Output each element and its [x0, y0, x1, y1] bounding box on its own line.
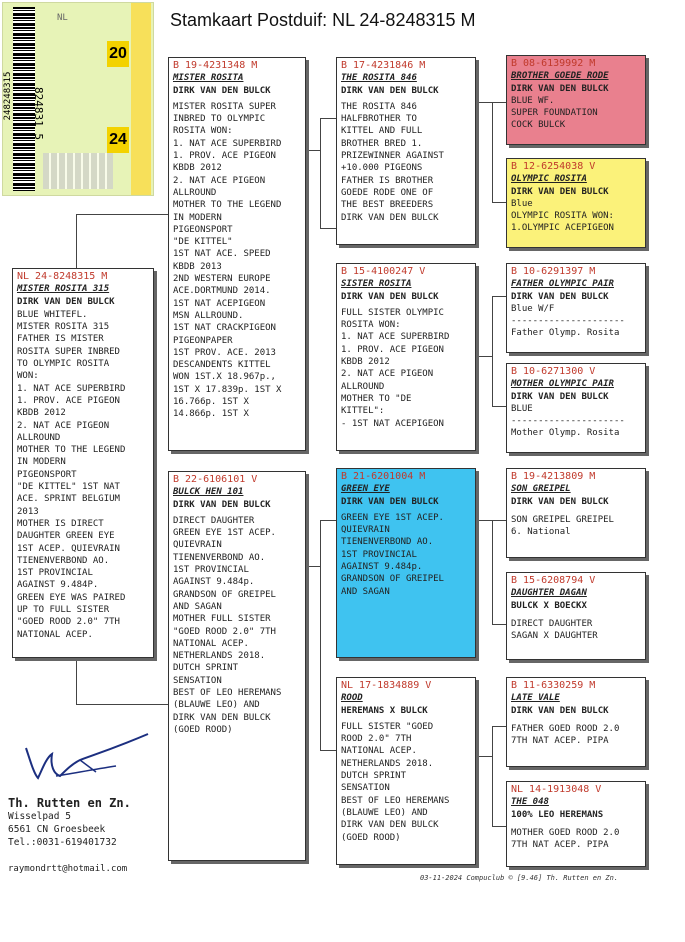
pedigree-card-mmm	[506, 781, 646, 867]
pigeon-name: THE ROSITA 846	[341, 73, 417, 84]
connector-line	[76, 214, 168, 215]
barcode-number: 248248315	[3, 71, 13, 121]
pedigree-card-mf	[336, 468, 476, 658]
ring-id: NL 14-1913048 V	[511, 784, 602, 795]
pigeon-name: BROTHER GOEDE RODE	[511, 71, 609, 82]
connector-line	[492, 102, 493, 202]
info-text: FULL SISTER "GOED ROOD 2.0" 7TH NATIONAL ACEP. NETHERLANDS 2018. DUTCH SPRINT SENSATION BEST OF LEO HEREMANS (BLAUWE LEO) AND DIRK VAN DEN BULCK (GOED ROOD)	[341, 721, 450, 843]
pigeon-name: BULCK HEN 101	[173, 487, 244, 498]
pedigree-card-mff	[506, 468, 646, 558]
pigeon-name: LATE VALE	[511, 693, 560, 704]
connector-line	[492, 624, 506, 625]
connector-line	[76, 704, 168, 705]
info-text: MISTER ROSITA SUPER INBRED TO OLYMPIC ROSITA WON: 1. NAT ACE SUPERBIRD 1. PROV. ACE PIGEON KBDB 2012 2. NAT ACE PIGEON ALLROUND MOTHER TO THE LEGEND IN MODERN PIGEONSPORT "DE KITTEL" 1ST NAT ACE. SPEED KBDB 2013 2ND WESTERN EUROPE ACE.DORTMUND 2014. 1ST NAT ACEPIGEON MSN ALLROUND. 1ST NAT CRACKPIGEON PIGEONPAPER 1ST PROV. ACE. 2013 DESCANDENTS KITTEL WON 1ST.X 18.967p., 1ST X 17.839p. 1ST X 16.766p. 1ST X 14.866p. 1ST X	[173, 101, 282, 420]
pedigree-card-mm	[336, 677, 476, 865]
connector-line	[492, 202, 506, 203]
breeder: DIRK VAN DEN BULCK	[173, 85, 271, 96]
connector-line	[306, 566, 320, 567]
pedigree-card-ffm	[506, 158, 646, 248]
signature-image	[20, 730, 160, 790]
connector-line	[492, 102, 506, 103]
breeder: BULCK X BOECKX	[511, 600, 587, 611]
breeder: DIRK VAN DEN BULCK	[511, 496, 609, 507]
info-text: Blue OLYMPIC ROSITA WON: 1.OLYMPIC ACEPIGEON	[511, 198, 614, 234]
pedigree-card-fff	[506, 55, 646, 145]
connector-line	[492, 296, 506, 297]
info-text: GREEN EYE 1ST ACEP. QUIEVRAIN TIENENVERBOND AO. 1ST PROVINCIAL AGAINST 9.484p. GRANDSON OF GREIPEL AND SAGAN	[341, 512, 444, 597]
info-text: FATHER GOED ROOD 2.0 7TH NAT ACEP. PIPA	[511, 723, 620, 747]
pigeon-name: GREEN EYE	[341, 484, 390, 495]
connector-line	[76, 214, 77, 268]
print-stamp: 03-11-2024 Compuclub © [9.46] Th. Rutten en Zn.	[420, 874, 619, 882]
connector-line	[306, 150, 320, 151]
info-text: DIRECT DAUGHTER GREEN EYE 1ST ACEP. QUIEVRAIN TIENENVERBOND AO. 1ST PROVINCIAL AGAINST 9.484p. GRANDSON OF GREIPEL AND SAGAN MOTHER FULL SISTER "GOED ROOD 2.0" 7TH NATIONAL ACEP. NETHERLANDS 2018. DUTCH SPRINT SENSATION BEST OF LEO HEREMANS (BLAUWE LEO) AND DIRK VAN DEN BULCK (GOED ROOD)	[173, 515, 282, 735]
pedigree-card-mother	[168, 471, 306, 861]
breeder: DIRK VAN DEN BULCK	[511, 186, 609, 197]
ring-logos	[43, 153, 113, 189]
connector-line	[476, 520, 492, 521]
ring-strip	[131, 3, 151, 195]
pedigree-card-fmm	[506, 363, 646, 453]
pigeon-name: MISTER ROSITA 315	[17, 284, 110, 295]
info-text: MOTHER GOED ROOD 2.0 7TH NAT ACEP. PIPA	[511, 827, 620, 851]
pedigree-card-fm	[336, 263, 476, 451]
breeder: DIRK VAN DEN BULCK	[511, 391, 609, 402]
owner-street: Wisselpad 5	[8, 811, 71, 822]
connector-line	[476, 102, 492, 103]
info-text: Blue W/F --------------------- Father Olymp. Rosita	[511, 303, 625, 339]
pedigree-card-mfm	[506, 572, 646, 660]
connector-line	[76, 658, 77, 704]
ring-id: B 15-4100247 V	[341, 266, 426, 277]
connector-line	[492, 406, 506, 407]
breeder: DIRK VAN DEN BULCK	[341, 291, 439, 302]
ring-id: B 10-6271300 V	[511, 366, 596, 377]
pigeon-name: SISTER ROSITA	[341, 279, 412, 290]
breeder: DIRK VAN DEN BULCK	[511, 705, 609, 716]
breeder: DIRK VAN DEN BULCK	[173, 499, 271, 510]
info-text: FULL SISTER OLYMPIC ROSITA WON: 1. NAT ACE SUPERBIRD 1. PROV. ACE PIGEON KBDB 2012 2. NAT ACE PIGEON ALLROUND MOTHER TO "DE KITTEL": - 1ST NAT ACEPIGEON	[341, 307, 450, 429]
connector-line	[492, 726, 506, 727]
ring-country: NL	[57, 13, 68, 23]
breeder: DIRK VAN DEN BULCK	[511, 291, 609, 302]
breeder: 100% LEO HEREMANS	[511, 809, 604, 820]
ring-year-top: 20	[107, 41, 129, 67]
connector-line	[492, 520, 506, 521]
connector-line	[320, 118, 321, 228]
connector-line	[476, 756, 492, 757]
breeder: DIRK VAN DEN BULCK	[17, 296, 115, 307]
ring-number: 824831 5	[32, 87, 45, 140]
connector-line	[492, 826, 506, 827]
breeder: DIRK VAN DEN BULCK	[341, 496, 439, 507]
info-text: BLUE WHITEFL. MISTER ROSITA 315 FATHER IS MISTER ROSITA SUPER INBRED TO OLYMPIC ROSITA WON: 1. NAT ACE SUPERBIRD 1. PROV. ACE PIGEON KBDB 2012 2. NAT ACE PIGEON ALLROUND MOTHER TO THE LEGEND IN MODERN PIGEONSPORT "DE KITTEL" 1ST NAT ACE. SPRINT BELGIUM 2013 MOTHER IS DIRECT DAUGHTER GREEN EYE 1ST ACEP. QUIEVRAIN TIENENVERBOND AO. 1ST PROVINCIAL AGAINST 9.484P. GREEN EYE WAS PAIRED UP TO FULL SISTER "GOED ROOD 2.0" 7TH NATIONAL ACEP.	[17, 309, 126, 640]
ring-card-image	[2, 2, 154, 196]
connector-line	[320, 228, 336, 229]
ring-id: B 15-6208794 V	[511, 575, 596, 586]
ring-id: B 12-6254038 V	[511, 161, 596, 172]
info-text: DIRECT DAUGHTER SAGAN X DAUGHTER	[511, 618, 598, 642]
pigeon-name: MISTER ROSITA	[173, 73, 244, 84]
page-title: Stamkaart Postduif: NL 24-8248315 M	[170, 10, 476, 30]
ring-id: B 17-4231846 M	[341, 60, 426, 71]
ring-id: B 19-4231348 M	[173, 60, 258, 71]
connector-line	[492, 520, 493, 624]
pedigree-card-subject	[12, 268, 154, 658]
connector-line	[492, 296, 493, 406]
owner-name: Th. Rutten en Zn.	[8, 796, 131, 810]
ring-year-bottom: 24	[107, 127, 129, 153]
owner-address	[8, 797, 131, 849]
pigeon-name: OLYMPIC ROSITA	[511, 174, 587, 185]
pedigree-card-father	[168, 57, 306, 451]
ring-id: B 21-6201004 M	[341, 471, 426, 482]
ring-id: B 22-6106101 V	[173, 474, 258, 485]
info-text: THE ROSITA 846 HALFBROTHER TO KITTEL AND FULL BROTHER BRED 1. PRIZEWINNER AGAINST +10.000 PIGEONS FATHER IS BROTHER GOEDE RODE ONE OF THE BEST BREEDERS DIRK VAN DEN BULCK	[341, 101, 444, 223]
connector-line	[320, 750, 336, 751]
pedigree-card-fmf	[506, 263, 646, 353]
info-text: SON GREIPEL GREIPEL 6. National	[511, 514, 614, 538]
ring-id: B 19-4213809 M	[511, 471, 596, 482]
ring-id: NL 24-8248315 M	[17, 271, 108, 282]
owner-city: 6561 CN Groesbeek	[8, 824, 106, 835]
info-text: BLUE WF. SUPER FOUNDATION COCK BULCK	[511, 95, 598, 131]
breeder: DIRK VAN DEN BULCK	[341, 85, 439, 96]
ring-id: B 10-6291397 M	[511, 266, 596, 277]
connector-line	[320, 520, 321, 750]
pigeon-name: FATHER OLYMPIC PAIR	[511, 279, 614, 290]
owner-email: raymondrtt@hotmail.com	[8, 864, 128, 874]
connector-line	[320, 520, 336, 521]
pigeon-name: ROOD	[341, 693, 363, 704]
owner-phone: Tel.:0031-619401732	[8, 837, 117, 848]
pigeon-name: SON GREIPEL	[511, 484, 571, 495]
connector-line	[492, 726, 493, 826]
info-text: BLUE --------------------- Mother Olymp. Rosita	[511, 403, 625, 439]
pigeon-name: THE 048	[511, 797, 549, 808]
ring-id: NL 17-1834889 V	[341, 680, 432, 691]
connector-line	[476, 356, 492, 357]
breeder: DIRK VAN DEN BULCK	[511, 83, 609, 94]
pigeon-name: DAUGHTER DAGAN	[511, 588, 587, 599]
pedigree-card-mmf	[506, 677, 646, 767]
pedigree-card-ff	[336, 57, 476, 245]
ring-id: B 08-6139992 M	[511, 58, 596, 69]
ring-id: B 11-6330259 M	[511, 680, 596, 691]
connector-line	[320, 118, 336, 119]
breeder: HEREMANS X BULCK	[341, 705, 428, 716]
pigeon-name: MOTHER OLYMPIC PAIR	[511, 379, 614, 390]
